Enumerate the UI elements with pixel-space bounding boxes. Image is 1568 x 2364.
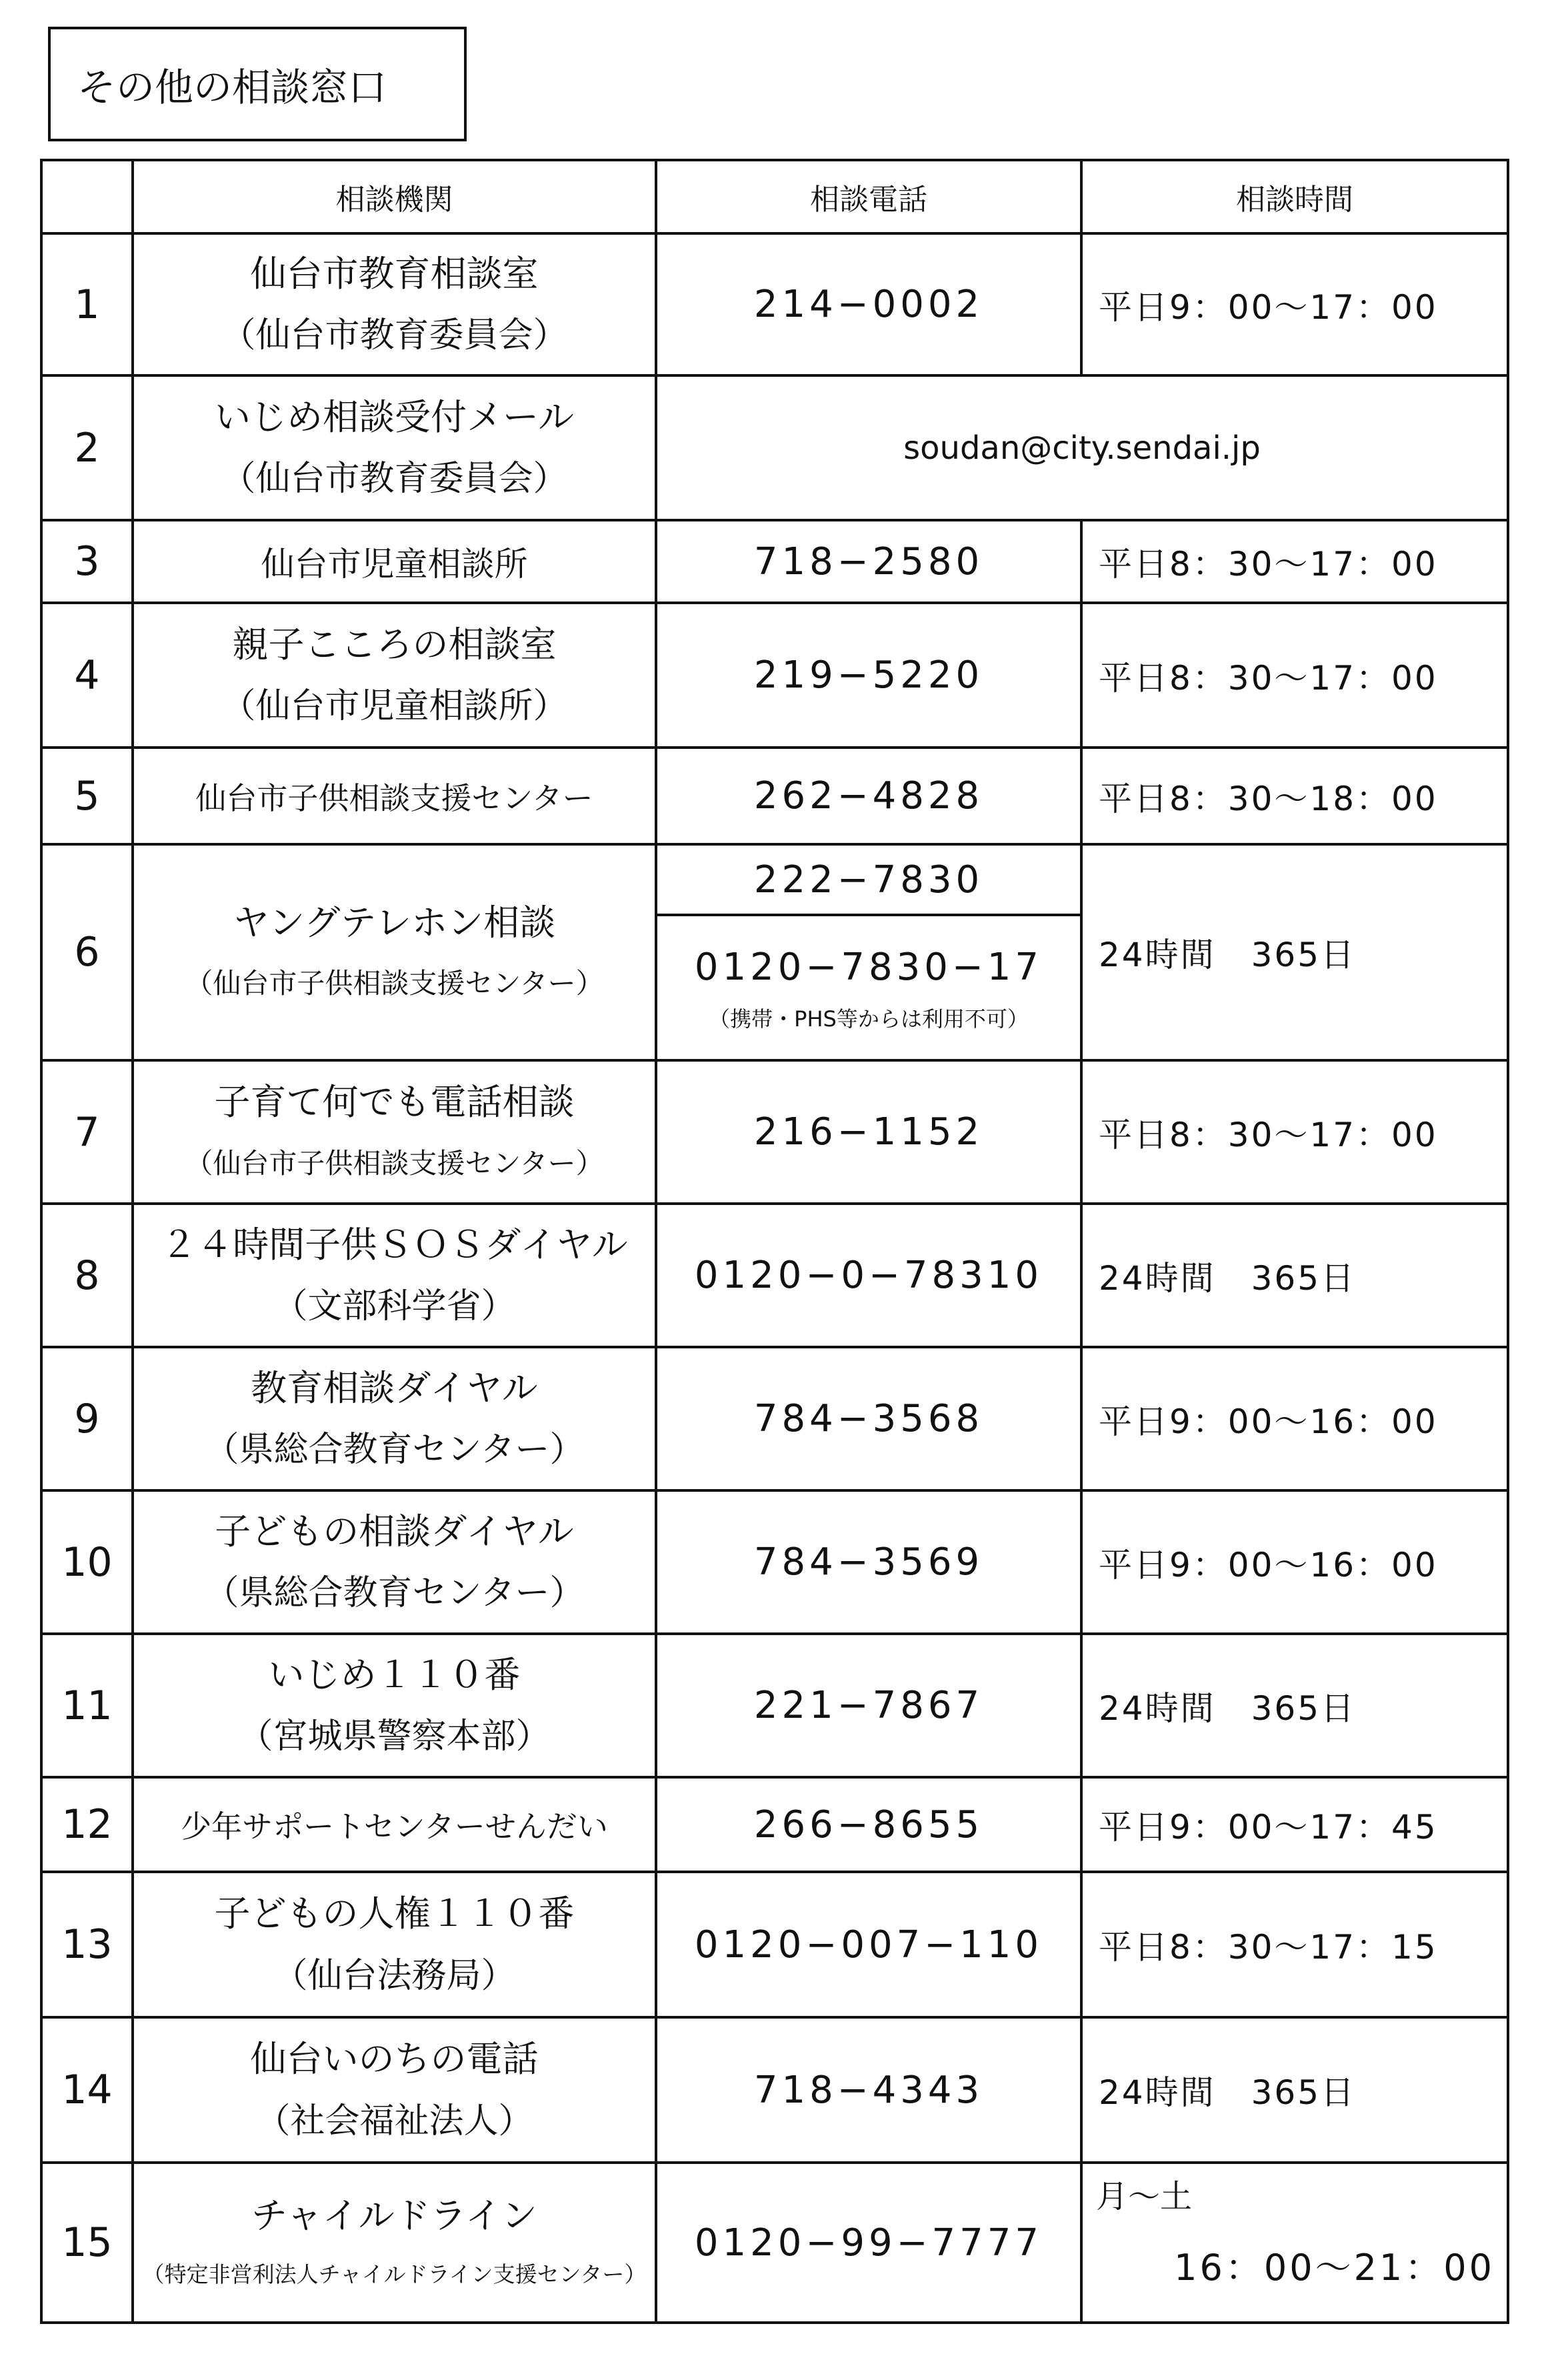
phone-number: 0120−0−78310 xyxy=(656,1204,1081,1347)
table-row xyxy=(41,1060,1508,1204)
table-row xyxy=(41,2163,1508,2323)
header-no xyxy=(41,160,133,233)
phone-number-toll-free: 0120−7830−17 xyxy=(694,946,1043,989)
table-row xyxy=(41,1634,1508,1777)
consult-hours: 平日9：00〜16：00 xyxy=(1081,1490,1508,1634)
org-affiliation: （文部科学省） xyxy=(273,1286,516,1327)
phone-number: 718−4343 xyxy=(656,2017,1081,2163)
org-affiliation: （仙台市子供相談支援センター） xyxy=(185,967,604,1000)
row-number: 12 xyxy=(41,1777,133,1872)
consult-days: 月〜土 xyxy=(1096,2178,1193,2215)
table-row xyxy=(41,1872,1508,2017)
org-affiliation: （県総合教育センター） xyxy=(204,1430,585,1470)
row-number: 7 xyxy=(41,1060,133,1204)
org-name: 仙台市教育相談室 xyxy=(250,252,539,295)
header-hours: 相談時間 xyxy=(1081,160,1508,233)
row-number: 1 xyxy=(41,233,133,375)
org-cell xyxy=(133,2017,656,2163)
org-affiliation: （県総合教育センター） xyxy=(204,1573,585,1614)
phone-cell-secondary xyxy=(656,915,1081,1060)
org-affiliation: （宮城県警察本部） xyxy=(238,1716,551,1757)
phone-number: 262−4828 xyxy=(656,748,1081,844)
consult-hours: 平日8：30〜18：00 xyxy=(1081,748,1508,844)
consult-hours: 平日8：30〜17：15 xyxy=(1081,1872,1508,2017)
header-phone: 相談電話 xyxy=(656,160,1081,233)
org-name: 仙台市児童相談所 xyxy=(133,520,656,603)
consult-hours: 16：00〜21：00 xyxy=(1174,2247,1495,2289)
table-row xyxy=(41,375,1508,520)
row-number: 9 xyxy=(41,1347,133,1490)
org-affiliation: （仙台市教育委員会） xyxy=(221,315,568,356)
org-cell xyxy=(133,844,656,1060)
row-number: 4 xyxy=(41,603,133,748)
org-name: 子どもの人権１１０番 xyxy=(214,1893,575,1935)
consult-hours: 平日9：00〜17：00 xyxy=(1081,233,1508,375)
org-name: 少年サポートセンターせんだい xyxy=(133,1777,656,1872)
org-cell xyxy=(133,603,656,748)
table-header-row xyxy=(41,160,1508,233)
phone-number: 219−5220 xyxy=(656,603,1081,748)
table-row xyxy=(41,520,1508,603)
phone-number: 222−7830 xyxy=(656,844,1081,915)
table-row xyxy=(41,1204,1508,1347)
phone-number: 784−3569 xyxy=(656,1490,1081,1634)
phone-number: 221−7867 xyxy=(656,1634,1081,1777)
consult-hours: 平日8：30〜17：00 xyxy=(1081,1060,1508,1204)
phone-number: 216−1152 xyxy=(656,1060,1081,1204)
table-row xyxy=(41,844,1508,915)
row-number: 13 xyxy=(41,1872,133,2017)
org-name: 仙台いのちの電話 xyxy=(250,2038,539,2081)
org-name: 仙台市子供相談支援センター xyxy=(133,748,656,844)
org-cell xyxy=(133,1204,656,1347)
row-number: 6 xyxy=(41,844,133,1060)
consult-hours-cell xyxy=(1081,2163,1508,2323)
org-name: 親子こころの相談室 xyxy=(232,623,557,666)
phone-number: 0120−007−110 xyxy=(656,1872,1081,2017)
org-cell xyxy=(133,1634,656,1777)
consult-hours: 平日8：30〜17：00 xyxy=(1081,520,1508,603)
header-org: 相談機関 xyxy=(133,160,656,233)
table-row xyxy=(41,1490,1508,1634)
phone-number: 0120−99−7777 xyxy=(656,2163,1081,2323)
org-cell xyxy=(133,233,656,375)
consult-hours: 平日9：00〜16：00 xyxy=(1081,1347,1508,1490)
email-address: soudan@city.sendai.jp xyxy=(656,375,1508,520)
row-number: 3 xyxy=(41,520,133,603)
phone-number: 266−8655 xyxy=(656,1777,1081,1872)
org-name: ヤングテレホン相談 xyxy=(233,901,556,944)
page-title-text: その他の相談窓口 xyxy=(77,65,387,110)
consultation-table xyxy=(40,159,1509,2324)
table-row xyxy=(41,1347,1508,1490)
phone-number: 214−0002 xyxy=(656,233,1081,375)
consult-hours: 平日8：30〜17：00 xyxy=(1081,603,1508,748)
org-name: チャイルドライン xyxy=(251,2195,537,2237)
org-affiliation: （仙台市子供相談支援センター） xyxy=(185,1146,604,1180)
row-number: 8 xyxy=(41,1204,133,1347)
org-cell xyxy=(133,1490,656,1634)
org-cell xyxy=(133,1872,656,2017)
consult-hours: 24時間 365日 xyxy=(1081,2017,1508,2163)
org-name: 教育相談ダイヤル xyxy=(251,1366,538,1409)
org-name: 子育て何でも電話相談 xyxy=(214,1081,575,1124)
row-number: 5 xyxy=(41,748,133,844)
consult-hours: 平日9：00〜17：45 xyxy=(1081,1777,1508,1872)
org-affiliation: （仙台市児童相談所） xyxy=(221,686,568,727)
org-name: いじめ１１０番 xyxy=(268,1653,521,1696)
org-affiliation: （特定非営利法人チャイルドライン支援センター） xyxy=(142,2261,647,2287)
org-name: 子どもの相談ダイヤル xyxy=(215,1510,574,1552)
consult-hours: 24時間 365日 xyxy=(1081,844,1508,1060)
org-name: ２４時間子供ＳＯＳダイヤル xyxy=(161,1223,628,1266)
org-affiliation: （社会福祉法人） xyxy=(255,2101,533,2141)
table-row xyxy=(41,233,1508,375)
org-cell xyxy=(133,2163,656,2323)
table-row xyxy=(41,2017,1508,2163)
org-name: いじめ相談受付メール xyxy=(215,395,574,438)
org-cell xyxy=(133,375,656,520)
phone-number: 718−2580 xyxy=(656,520,1081,603)
org-affiliation: （仙台市教育委員会） xyxy=(221,459,568,499)
consult-hours: 24時間 365日 xyxy=(1081,1204,1508,1347)
phone-number: 784−3568 xyxy=(656,1347,1081,1490)
table-row xyxy=(41,603,1508,748)
table-row xyxy=(41,1777,1508,1872)
row-number: 11 xyxy=(41,1634,133,1777)
row-number: 14 xyxy=(41,2017,133,2163)
row-number: 2 xyxy=(41,375,133,520)
row-number: 15 xyxy=(41,2163,133,2323)
table-row xyxy=(41,748,1508,844)
consult-hours: 24時間 365日 xyxy=(1081,1634,1508,1777)
phone-note: （携帯・PHS等からは利用不可） xyxy=(709,1006,1029,1032)
page-title xyxy=(48,27,467,141)
org-cell xyxy=(133,1347,656,1490)
org-affiliation: （仙台法務局） xyxy=(273,1955,516,1996)
org-cell xyxy=(133,1060,656,1204)
row-number: 10 xyxy=(41,1490,133,1634)
